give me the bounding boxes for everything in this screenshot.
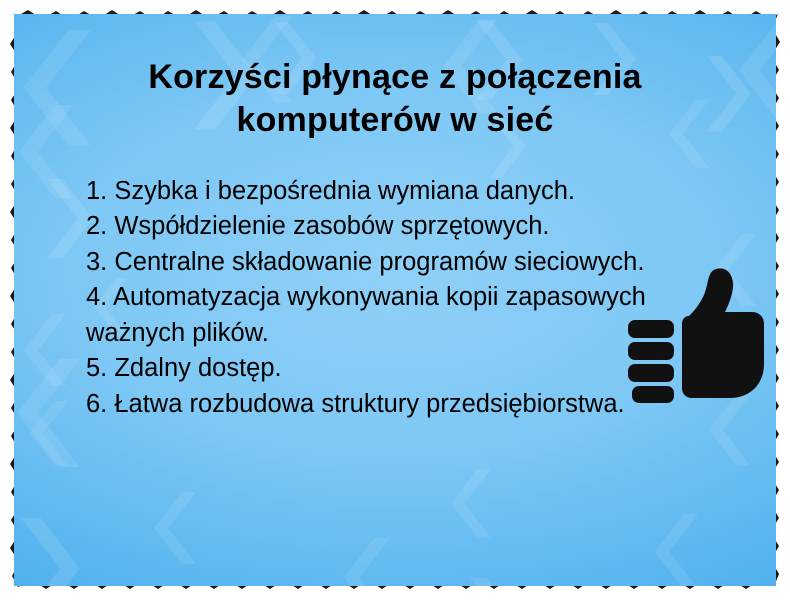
list-item: 1. Szybka i bezpośrednia wymiana danych. bbox=[86, 177, 576, 205]
list-item: 2. Współdzielenie zasobów sprzętowych. bbox=[86, 212, 550, 241]
slide-title: Korzyści płynące z połączenia komputerów w sieć bbox=[148, 58, 642, 139]
list-item: 3. Centralne składowanie programów sieciowych. bbox=[86, 247, 645, 276]
list-item: 4. Automatyzacja wykonywania kopii zapasowych ważnych plików. bbox=[86, 283, 653, 347]
list-item: 6. Łatwa rozbudowa struktury przedsiębiorstwa. bbox=[86, 389, 625, 418]
benefits-list bbox=[86, 174, 726, 422]
list-item: 5. Zdalny dostęp. bbox=[86, 354, 282, 383]
slide-content bbox=[14, 14, 776, 586]
